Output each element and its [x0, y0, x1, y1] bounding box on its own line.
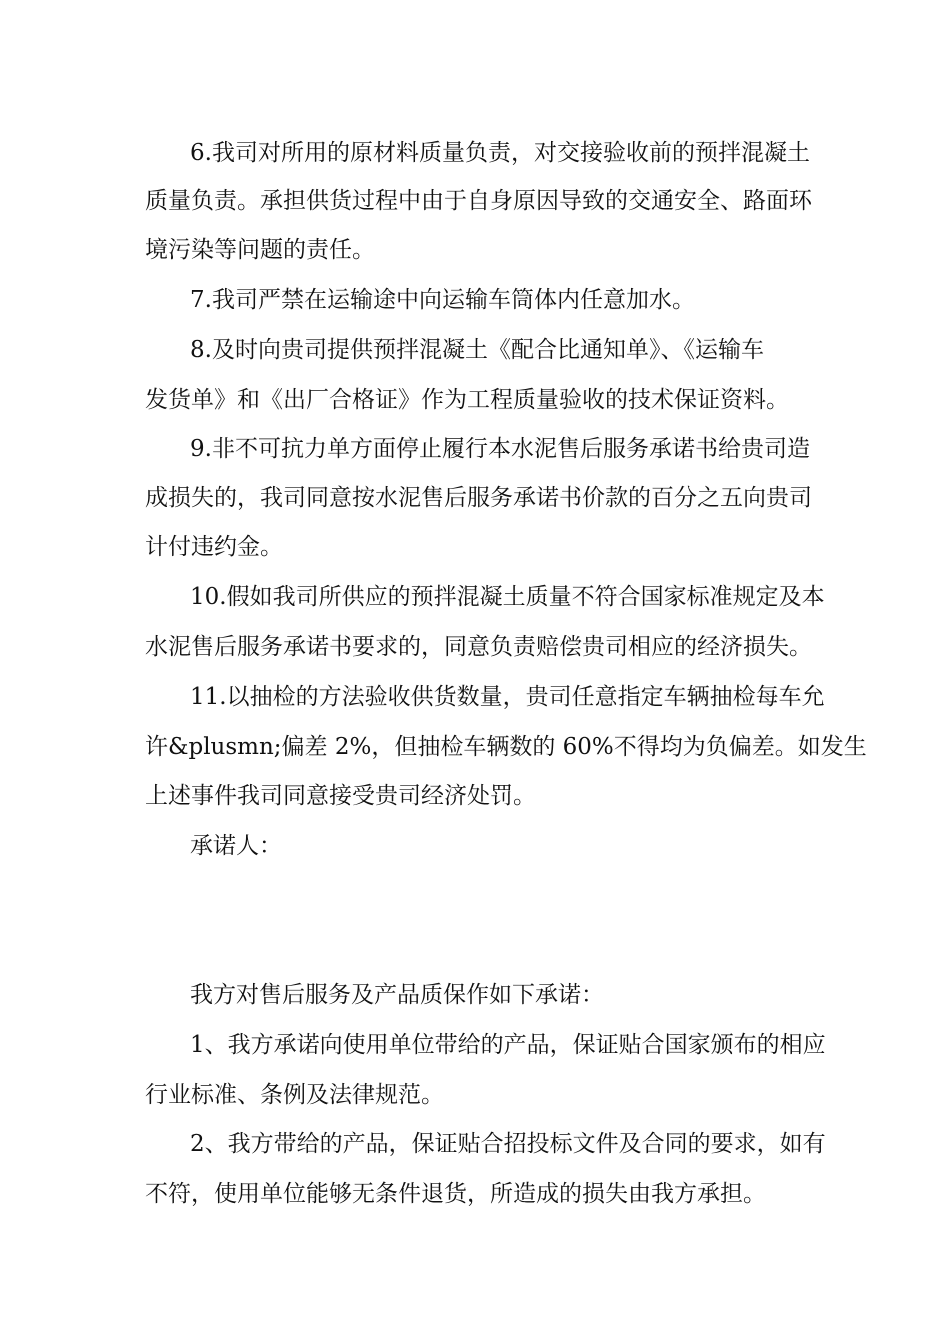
commitment-1-line-2: 行业标准、条例及法律规范。 [145, 1082, 444, 1108]
paragraph-9-line-2: 成损失的，我司同意按水泥售后服务承诺书价款的百分之五向贵司 [145, 485, 812, 511]
paragraph-11-line-3: 上述事件我司同意接受贵司经济处罚。 [145, 783, 536, 809]
paragraph-10-line-2: 水泥售后服务承诺书要求的，同意负责赔偿贵司相应的经济损失。 [145, 634, 812, 660]
commitment-1-line-1: 1、我方承诺向使用单位带给的产品，保证贴合国家颁布的相应 [190, 1032, 826, 1058]
paragraph-8-line-2: 发货单》和《出厂合格证》作为工程质量验收的技术保证资料。 [145, 387, 789, 413]
paragraph-9-line-1: 9.非不可抗力单方面停止履行本水泥售后服务承诺书给贵司造 [190, 436, 810, 462]
service-commitment-intro: 我方对售后服务及产品质保作如下承诺： [190, 982, 604, 1008]
promisor-label: 承诺人： [190, 833, 282, 859]
paragraph-8-line-1: 8.及时向贵司提供预拌混凝土《配合比通知单》、《运输车 [190, 337, 764, 363]
commitment-2-line-2: 不符，使用单位能够无条件退货，所造成的损失由我方承担。 [145, 1181, 766, 1207]
paragraph-6-line-3: 境污染等问题的责任。 [145, 237, 375, 263]
paragraph-9-line-3: 计付违约金。 [145, 534, 283, 560]
paragraph-11-line-2: 许&plusmn;偏差 2%，但抽检车辆数的 60%不得均为负偏差。如发生 [145, 734, 867, 760]
paragraph-7-line-1: 7.我司严禁在运输途中向运输车筒体内任意加水。 [190, 287, 695, 313]
commitment-2-line-1: 2、我方带给的产品，保证贴合招投标文件及合同的要求，如有 [190, 1131, 826, 1157]
paragraph-11-line-1: 11.以抽检的方法验收供货数量，贵司任意指定车辆抽检每车允 [190, 684, 825, 710]
paragraph-6-line-1: 6.我司对所用的原材料质量负责，对交接验收前的预拌混凝土 [190, 140, 810, 166]
paragraph-10-line-1: 10.假如我司所供应的预拌混凝土质量不符合国家标准规定及本 [190, 584, 825, 610]
paragraph-6-line-2: 质量负责。承担供货过程中由于自身原因导致的交通安全、路面环 [145, 188, 812, 214]
